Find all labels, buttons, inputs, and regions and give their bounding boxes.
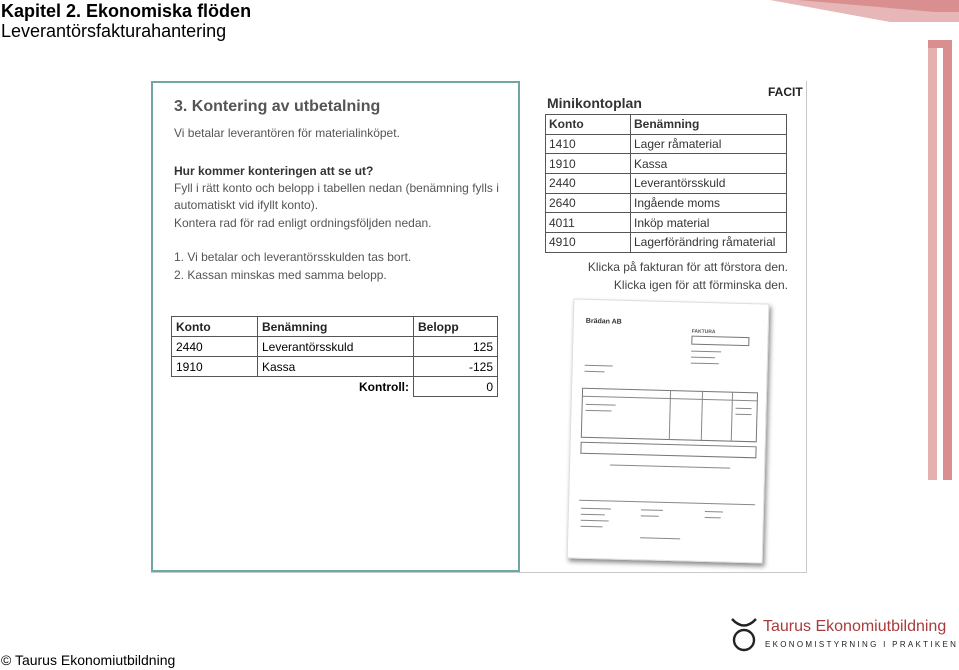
step-line: 1. Vi betalar och leverantörsskulden tas bort. bbox=[174, 250, 412, 264]
kontering-card bbox=[151, 81, 520, 572]
table-row bbox=[546, 213, 787, 233]
logo-tagline: EKONOMISTYRNING I PRAKTIKEN bbox=[765, 640, 959, 649]
col-header-benamning: Benämning bbox=[258, 317, 414, 337]
col-header-benamning: Benämning bbox=[631, 115, 787, 135]
table-row bbox=[546, 134, 787, 154]
invoice-thumbnail[interactable] bbox=[567, 298, 770, 563]
kontering-table bbox=[171, 316, 498, 397]
facit-label: FACIT bbox=[768, 85, 803, 99]
control-value: 0 bbox=[414, 377, 498, 397]
benamning-cell: Lager råmaterial bbox=[631, 134, 787, 154]
control-label: Kontroll: bbox=[258, 377, 414, 397]
konto-cell: 4011 bbox=[546, 213, 631, 233]
minikontoplan-title: Minikontoplan bbox=[547, 95, 642, 111]
konto-cell: 1410 bbox=[546, 134, 631, 154]
benamning-cell: Lagerförändring råmaterial bbox=[631, 233, 787, 253]
hint-enlarge: Klicka på fakturan för att förstora den. bbox=[587, 260, 788, 274]
table-row bbox=[172, 357, 498, 377]
page-title: Kapitel 2. Ekonomiska flöden bbox=[1, 1, 252, 21]
col-header-konto: Konto bbox=[172, 317, 258, 337]
benamning-cell: Inköp material bbox=[631, 213, 787, 233]
hint-shrink: Klicka igen för att förminska den. bbox=[613, 278, 788, 292]
card-question: Hur kommer konteringen att se ut? bbox=[174, 164, 374, 178]
instruction-line: Kontera rad för rad enligt ordningsföljden nedan. bbox=[174, 216, 432, 230]
belopp-cell[interactable]: 125 bbox=[414, 337, 498, 357]
benamning-cell: Kassa bbox=[258, 357, 414, 377]
table-row bbox=[546, 193, 787, 213]
konto-cell: 2640 bbox=[546, 193, 631, 213]
konto-cell: 4910 bbox=[546, 233, 631, 253]
benamning-cell: Kassa bbox=[631, 154, 787, 174]
minikontoplan-table bbox=[545, 114, 787, 253]
table-row bbox=[546, 154, 787, 174]
exercise-panel bbox=[151, 81, 807, 573]
benamning-cell: Leverantörsskuld bbox=[631, 174, 787, 194]
table-row bbox=[172, 337, 498, 357]
copyright-text: © Taurus Ekonomiutbildning bbox=[1, 652, 176, 668]
logo-name: Taurus Ekonomiutbildning bbox=[763, 618, 947, 635]
benamning-cell: Ingående moms bbox=[631, 193, 787, 213]
konto-cell: 2440 bbox=[546, 174, 631, 194]
invoice-company: Brädan AB bbox=[585, 317, 622, 326]
instruction-line: Fyll i rätt konto och belopp i tabellen nedan (benämning fylls i bbox=[174, 181, 499, 195]
taurus-symbol-icon bbox=[729, 616, 759, 654]
table-row bbox=[546, 174, 787, 194]
konto-cell[interactable]: 2440 bbox=[172, 337, 258, 357]
taurus-logo bbox=[729, 616, 959, 656]
step-line: 2. Kassan minskas med samma belopp. bbox=[174, 268, 387, 282]
invoice-title: FAKTURA bbox=[691, 328, 716, 336]
page-subtitle: Leverantörsfakturahantering bbox=[1, 21, 227, 41]
instruction-line: automatiskt vid ifyllt konto). bbox=[174, 198, 319, 212]
col-header-belopp: Belopp bbox=[414, 317, 498, 337]
konto-cell: 1910 bbox=[546, 154, 631, 174]
table-row bbox=[546, 233, 787, 253]
konto-cell[interactable]: 1910 bbox=[172, 357, 258, 377]
card-heading: 3. Kontering av utbetalning bbox=[174, 98, 381, 115]
benamning-cell: Leverantörsskuld bbox=[258, 337, 414, 357]
belopp-cell[interactable]: -125 bbox=[414, 357, 498, 377]
card-intro: Vi betalar leverantören för materialinköpet. bbox=[174, 126, 400, 140]
col-header-konto: Konto bbox=[546, 115, 631, 135]
